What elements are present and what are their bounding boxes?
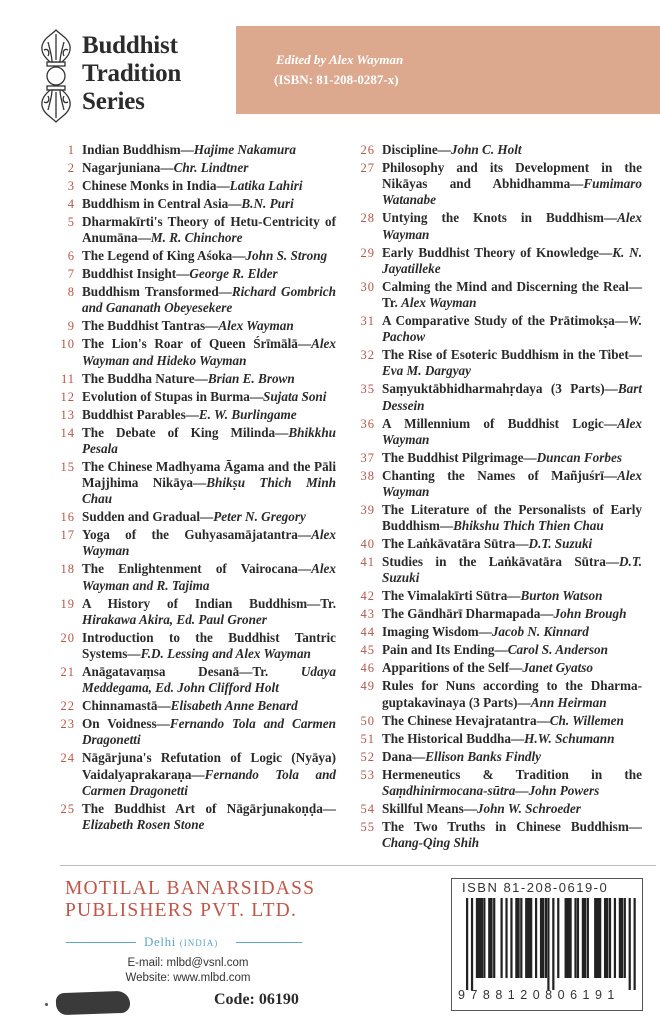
- book-title: Buddhist Parables—: [82, 406, 199, 422]
- book-entry: [60, 371, 336, 387]
- book-entry: [60, 509, 336, 525]
- book-title: Philosophy and its Development in the Nikāyas and Abhidhamma—: [382, 160, 642, 192]
- book-number: 27: [360, 161, 375, 175]
- book-author: Udaya Meddegama, Ed. John Clifford Holt: [82, 664, 336, 696]
- book-list-left: [60, 142, 336, 835]
- book-entry: [360, 416, 642, 448]
- book-number: 36: [360, 416, 375, 431]
- book-author: Peter N. Gregory: [213, 509, 306, 525]
- book-title: The Legend of King Aśoka—: [82, 248, 246, 264]
- book-title: The Buddha Nature—: [82, 370, 208, 386]
- website-text: Website: www.mlbd.com: [125, 972, 251, 984]
- book-number: 9: [67, 319, 75, 334]
- book-author: Ann Heirman: [530, 694, 607, 710]
- book-title: Buddhism in Central Asia—: [82, 196, 242, 211]
- book-author: Alex Wayman and Hideko Wayman: [82, 336, 336, 368]
- book-author: M. R. Chinchore: [150, 230, 243, 246]
- book-author: Carol S. Anderson: [507, 642, 608, 658]
- email-text: E-mail: mlbd@vsnl.com: [127, 957, 249, 969]
- book-author: Chr. Lindtner: [173, 160, 249, 175]
- book-number: 21: [60, 665, 75, 680]
- book-entry: [60, 596, 336, 628]
- book-entry: [60, 459, 336, 508]
- book-author: John C. Holt: [450, 142, 522, 157]
- book-number: 51: [360, 731, 375, 746]
- book-entry: [360, 606, 642, 622]
- series-isbn: (ISBN: 81-208-0287-x): [274, 72, 399, 87]
- book-author: Jacob N. Kinnard: [491, 624, 589, 640]
- book-entry: [60, 407, 336, 423]
- book-author: John Brough: [553, 606, 627, 622]
- book-entry: [60, 630, 336, 662]
- book-entry: [360, 554, 642, 586]
- series-title-line: Buddhist: [82, 32, 178, 59]
- book-title: The Rise of Esoteric Buddhism in the Tibet—: [382, 347, 642, 363]
- barcode: [451, 878, 643, 1011]
- book-entry: [360, 749, 642, 765]
- city-label: Delhi (INDIA): [144, 934, 219, 949]
- series-title-line: Tradition: [82, 60, 182, 87]
- book-author: Alex Wayman: [401, 295, 477, 311]
- book-author: H.W. Schumann: [524, 730, 615, 746]
- decorative-rule: [66, 942, 136, 943]
- book-title: The Debate of King Milinda—: [82, 424, 289, 440]
- book-entry: [360, 624, 642, 640]
- book-title: The Two Truths in Chinese Buddhism—: [382, 818, 642, 834]
- book-title: The Vimalakīrti Sūtra—: [382, 588, 521, 604]
- book-entry: [60, 425, 336, 457]
- book-author: Alex Wayman: [382, 210, 642, 242]
- footer-divider: [60, 865, 656, 866]
- book-number: 55: [360, 819, 375, 834]
- vajra-icon: [38, 28, 74, 124]
- book-number: 15: [60, 459, 75, 474]
- book-title: The Historical Buddha—: [382, 730, 525, 746]
- book-entry: [60, 160, 336, 176]
- book-entry: [60, 527, 336, 559]
- book-list-right: [360, 142, 642, 853]
- book-entry: [360, 279, 642, 311]
- bullet-dot: [45, 1003, 48, 1006]
- book-entry: [360, 678, 642, 710]
- book-number: 50: [360, 713, 375, 728]
- book-title: Buddhism Transformed—: [82, 284, 232, 300]
- book-title: The Laṅkāvatāra Sūtra—: [382, 536, 529, 552]
- book-number: 35: [360, 382, 375, 397]
- book-author: Fumimaro Watanabe: [382, 176, 642, 208]
- series-title: [82, 32, 181, 116]
- book-author: F.D. Lessing and Alex Wayman: [140, 646, 311, 662]
- book-number: 4: [67, 197, 75, 211]
- book-title: The Literature of the Personalists of Early Buddhism—: [382, 502, 642, 534]
- book-number: 39: [360, 503, 375, 518]
- book-number: 43: [360, 607, 375, 622]
- book-title: Introduction to the Buddhist Tantric Systems—: [82, 629, 336, 662]
- book-entry: [360, 731, 642, 747]
- book-author: Ellison Banks Findly: [425, 748, 542, 764]
- decorative-rule: [236, 942, 302, 943]
- book-title: Discipline—: [382, 142, 451, 157]
- book-author: W. Pachow: [382, 313, 642, 345]
- book-author: Elisabeth Anne Benard: [170, 698, 298, 714]
- book-entry: [60, 716, 336, 748]
- book-title: The Buddhist Art of Nāgārjunakoṇḍa: [82, 800, 323, 816]
- book-code: Code: 06190: [214, 991, 299, 1008]
- book-number: 12: [60, 389, 75, 404]
- book-author: Alex Wayman: [382, 467, 642, 500]
- book-entry: [360, 245, 642, 277]
- book-entry: [60, 750, 336, 799]
- book-author: Bhikṣu Thich Minh Chau: [82, 475, 336, 507]
- barcode-bars-icon: [466, 898, 636, 990]
- book-number: 44: [360, 625, 375, 640]
- book-title: Studies in the Laṅkāvatāra Sūtra—: [382, 554, 620, 570]
- book-entry: [360, 210, 642, 242]
- book-author: Latika Lahiri: [229, 178, 303, 193]
- publisher-line: PUBLISHERS PVT. LTD.: [65, 900, 298, 921]
- book-title: A History of Indian Buddhism—Tr.: [82, 595, 336, 611]
- book-number: 11: [60, 371, 75, 386]
- book-entry: [60, 266, 336, 282]
- book-entry: [360, 767, 642, 799]
- book-title: Calming the Mind and Discerning the Real—Tr.: [382, 278, 642, 311]
- book-number: 18: [60, 562, 75, 577]
- book-entry: [360, 642, 642, 658]
- book-number: 49: [360, 679, 375, 694]
- book-number: 29: [360, 245, 375, 260]
- publisher-name: [65, 878, 315, 922]
- book-entry: [360, 536, 642, 552]
- book-author: Bhikkhu Pesala: [82, 424, 336, 456]
- book-author: Sujata Soni: [263, 388, 327, 404]
- editor-credit: Edited by Alex Wayman: [276, 52, 404, 67]
- book-number: 13: [60, 407, 75, 422]
- book-author: Ch. Willemen: [549, 712, 624, 728]
- book-author: Hajime Nakamura: [193, 142, 297, 157]
- book-entry: [360, 660, 642, 676]
- book-title: Pain and Its Ending—: [382, 642, 508, 658]
- book-entry: [60, 196, 336, 212]
- book-author: —Bart Dessein: [382, 381, 642, 413]
- book-title: Apparitions of the Self—: [382, 660, 523, 676]
- redacted-price-sticker: [56, 991, 131, 1016]
- book-author: Alex Wayman: [218, 318, 294, 334]
- book-entry: [360, 142, 642, 158]
- book-entry: [360, 381, 642, 413]
- book-number: 32: [360, 348, 375, 363]
- book-author: Alex Wayman: [382, 415, 642, 447]
- book-author: —Elizabeth Rosen Stone: [82, 800, 336, 833]
- book-number: 45: [360, 643, 375, 658]
- book-author: John W. Schroeder: [476, 800, 581, 816]
- book-number: 20: [60, 630, 75, 645]
- book-number: 54: [360, 801, 375, 816]
- book-title: Buddhist Insight—: [82, 266, 190, 282]
- book-entry: [60, 248, 336, 264]
- book-author: Brian E. Brown: [207, 370, 295, 386]
- book-entry: [360, 313, 642, 345]
- book-title: Rules for Nuns according to the Dharma-guptakavinaya (3 Parts)—: [382, 678, 642, 710]
- book-author: K. N. Jayatilleke: [382, 244, 642, 276]
- book-entry: [60, 664, 336, 696]
- book-number: 42: [360, 589, 375, 604]
- book-author: Alex Wayman: [82, 527, 336, 559]
- barcode-digits: 9788120806191: [458, 988, 620, 1002]
- book-number: 8: [67, 285, 75, 300]
- book-number: 23: [60, 717, 75, 732]
- book-entry: [60, 801, 336, 833]
- book-title: The Gāndhārī Dharmapada—: [382, 606, 554, 622]
- book-entry: [360, 468, 642, 500]
- book-title: Evolution of Stupas in Burma—: [82, 388, 264, 404]
- book-entry: [360, 502, 642, 534]
- book-author: Saṃdhinirmocana-sūtra—John Powers: [382, 782, 600, 798]
- book-title: The Enlightenment of Vairocana—: [82, 561, 312, 577]
- book-author: B.N. Puri: [241, 196, 294, 211]
- publisher-line: MOTILAL BANARSIDASS: [65, 878, 316, 899]
- book-author: Fernando Tola and Carmen Dragonetti: [82, 766, 336, 798]
- book-number: 37: [360, 450, 375, 465]
- book-author: Janet Gyatso: [522, 660, 594, 676]
- book-number: 31: [360, 314, 375, 329]
- editor-band: [236, 26, 660, 114]
- book-title: Untying the Knots in Buddhism—: [382, 210, 618, 226]
- book-number: 17: [60, 528, 75, 543]
- book-title: Dharmakīrti's Theory of Hetu-Centricity of Anumāna—: [82, 214, 336, 246]
- book-number: 53: [360, 767, 375, 782]
- book-entry: [60, 318, 336, 334]
- book-number: 10: [60, 337, 75, 352]
- book-title: Early Buddhist Theory of Knowledge—: [382, 244, 613, 260]
- book-entry: [60, 142, 336, 158]
- book-title: Nāgārjuna's Refutation of Logic (Nyāya) Vaidalyaprakaraṇa—: [82, 750, 336, 782]
- publisher-contact: [108, 956, 268, 986]
- book-number: 22: [60, 699, 75, 714]
- book-entry: [360, 801, 642, 817]
- book-number: 6: [67, 249, 75, 264]
- book-entry: [60, 336, 336, 368]
- book-number: 30: [360, 279, 375, 294]
- book-title: Yoga of the Guhyasamājatantra—: [82, 527, 312, 543]
- book-number: 38: [360, 468, 375, 483]
- book-entry: [60, 698, 336, 714]
- book-title: The Buddhist Tantras—: [82, 318, 219, 334]
- book-title: Hermeneutics & Tradition in the: [382, 766, 642, 782]
- book-entry: [60, 284, 336, 316]
- book-number: 3: [67, 179, 75, 193]
- book-author: Richard Gombrich and Gananath Obeyesekere: [82, 284, 336, 316]
- book-number: 19: [60, 596, 75, 611]
- book-author: Hirakawa Akira, Ed. Paul Groner: [82, 611, 267, 627]
- publisher-location: [66, 934, 302, 950]
- book-entry: [360, 588, 642, 604]
- book-title: Saṃyuktābhidharmahṛdaya (3 Parts): [382, 381, 605, 397]
- book-entry: [360, 160, 642, 209]
- book-author: Alex Wayman and R. Tajima: [82, 561, 336, 593]
- book-author: Bhikshu Thich Thien Chau: [453, 518, 604, 534]
- book-title: A Comparative Study of the Prātimokṣa—: [382, 313, 628, 329]
- book-entry: [360, 819, 642, 851]
- book-entry: [60, 178, 336, 194]
- book-author: Fernando Tola and Carmen Dragonetti: [82, 716, 336, 748]
- book-title: Skillful Means—: [382, 800, 477, 816]
- book-number: 26: [360, 143, 375, 157]
- book-number: 7: [67, 267, 75, 282]
- book-number: 46: [360, 661, 375, 676]
- book-number: 16: [60, 510, 75, 525]
- book-author: Burton Watson: [520, 588, 603, 604]
- book-title: The Chinese Madhyama Āgama and the Pāli Majjhima Nikāya—: [82, 458, 336, 491]
- book-number: 5: [67, 215, 75, 229]
- book-number: 1: [67, 143, 75, 157]
- book-title: Dana—: [382, 748, 426, 764]
- book-author: D.T. Suzuki: [528, 536, 593, 552]
- book-title: The Buddhist Pilgrimage—: [382, 449, 537, 465]
- book-number: 2: [67, 161, 75, 175]
- book-title: On Voidness—: [82, 716, 170, 732]
- book-entry: [60, 214, 336, 246]
- book-title: The Lion's Roar of Queen Śrīmālā—: [82, 336, 312, 352]
- book-title: Indian Buddhism—: [82, 142, 194, 157]
- book-number: 25: [60, 801, 75, 816]
- book-author: Chang-Qing Shih: [382, 835, 480, 851]
- book-number: 40: [360, 537, 375, 552]
- book-number: 41: [360, 555, 375, 570]
- barcode-isbn: ISBN 81-208-0619-0: [462, 880, 609, 895]
- book-title: Nagarjuniana—: [82, 160, 174, 175]
- book-title: Imaging Wisdom—: [382, 624, 492, 640]
- book-author: George R. Elder: [189, 266, 278, 282]
- book-number: 24: [60, 751, 75, 766]
- book-entry: [360, 347, 642, 379]
- book-title: The Chinese Hevajratantra—: [382, 712, 550, 728]
- book-author: E. W. Burlingame: [198, 406, 297, 422]
- series-title-line: Series: [82, 88, 145, 115]
- book-number: 14: [60, 425, 75, 440]
- book-title: Chanting the Names of Mañjuśrī—: [382, 467, 618, 483]
- book-title: A Millennium of Buddhist Logic—: [382, 415, 618, 431]
- book-author: John S. Strong: [245, 248, 328, 264]
- book-entry: [60, 561, 336, 593]
- book-title: Anāgatavaṃsa Desanā—Tr.: [82, 664, 301, 680]
- book-title: Chinnamastā—: [82, 698, 171, 714]
- book-entry: [360, 450, 642, 466]
- book-number: 52: [360, 749, 375, 764]
- book-author: Eva M. Dargyay: [382, 363, 472, 379]
- book-number: 28: [360, 211, 375, 226]
- book-title: Chinese Monks in India—: [82, 178, 230, 193]
- book-entry: [360, 713, 642, 729]
- book-entry: [60, 389, 336, 405]
- book-author: D.T. Suzuki: [382, 554, 642, 586]
- book-author: Duncan Forbes: [536, 449, 622, 465]
- book-title: Sudden and Gradual—: [82, 509, 214, 525]
